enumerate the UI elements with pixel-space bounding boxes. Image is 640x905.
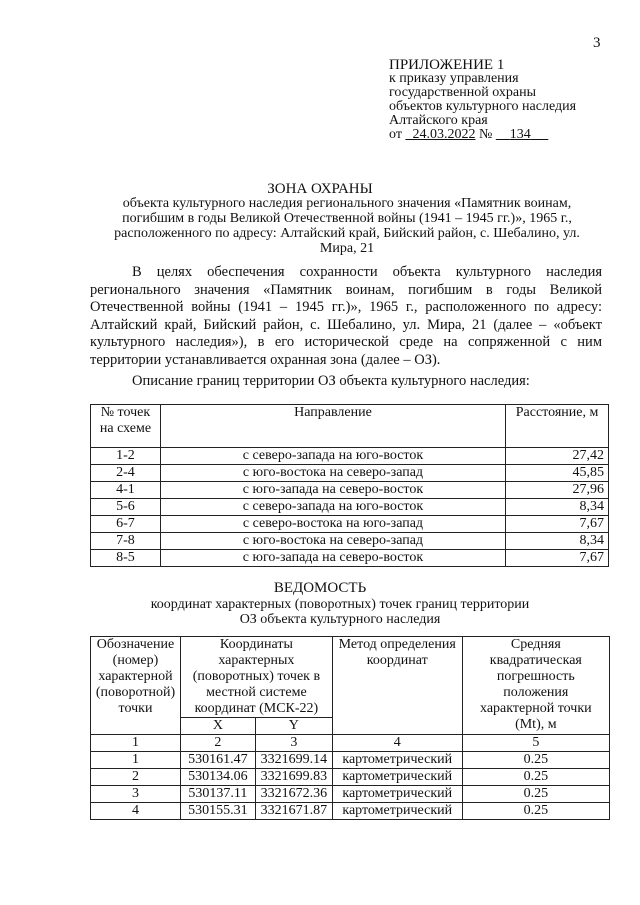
vedomost-title: ВЕДОМОСТЬ (273, 580, 367, 596)
order-number: 134 (509, 127, 531, 142)
appendix-line: государственной охраны (389, 85, 537, 100)
appendix-line: объектов культурного наследия (389, 99, 577, 114)
row-points: 1-2 (91, 448, 161, 465)
table-row (91, 533, 609, 550)
row-direction: с юго-востока на северо-запад (160, 465, 505, 482)
table-row (91, 482, 609, 499)
table-header-row (91, 637, 610, 718)
row-method: картометрический (332, 769, 462, 786)
appendix-line: Алтайского края (389, 113, 488, 128)
table-row (91, 550, 609, 567)
row-y: 3321671.87 (255, 803, 332, 820)
body-paragraph: В целях обеспечения сохранности объекта культурного наследия регионального значения «Памятник воинам, погибшим в годы Великой Отечественной войны (1941 – 1945 гг.)», 1965 г., расположенного по адресу: Алтайский край, Бийский район, с. Шебалино, ул. Мира, 21 (далее – «объект культурного наследия»), в его исторической среде на сопряженной с ним территории устанавливается охранная зона (далее – ОЗ). (90, 264, 602, 368)
coordinates-table (90, 636, 610, 820)
row-direction: с юго-востока на северо-запад (160, 533, 505, 550)
row-x: 530155.31 (180, 803, 255, 820)
row-method: картометрический (332, 786, 462, 803)
row-method: картометрический (332, 752, 462, 769)
row-error: 0.25 (462, 752, 609, 769)
row-distance: 7,67 (506, 516, 609, 533)
table-row (91, 499, 609, 516)
row-points: 8-5 (91, 550, 161, 567)
table-row (91, 786, 610, 803)
table-row (91, 752, 610, 769)
row-error: 0.25 (462, 803, 609, 820)
date-prefix: от (389, 127, 402, 142)
table-row (91, 448, 609, 465)
row-y: 3321699.14 (255, 752, 332, 769)
number-prefix: № (478, 127, 493, 142)
row-distance: 7,67 (506, 550, 609, 567)
table-row (91, 769, 610, 786)
row-distance: 27,42 (506, 448, 609, 465)
column-number: 3 (255, 735, 332, 752)
row-direction: с северо-запада на юго-восток (160, 448, 505, 465)
row-points: 7-8 (91, 533, 161, 550)
row-direction: с северо-востока на юго-запад (160, 516, 505, 533)
row-point-number: 2 (91, 769, 181, 786)
row-method: картометрический (332, 803, 462, 820)
row-point-number: 4 (91, 803, 181, 820)
row-points: 2-4 (91, 465, 161, 482)
appendix-date-line (389, 128, 576, 142)
row-distance: 45,85 (506, 465, 609, 482)
appendix-line: к приказу управления (389, 71, 519, 86)
appendix-block (389, 58, 576, 142)
row-error: 0.25 (462, 786, 609, 803)
row-y: 3321672.36 (255, 786, 332, 803)
row-points: 5-6 (91, 499, 161, 516)
header-points: № точек на схеме (91, 405, 161, 448)
row-point-number: 1 (91, 752, 181, 769)
row-point-number: 3 (91, 786, 181, 803)
header-method: Метод определения координат (332, 637, 462, 735)
column-number: 2 (180, 735, 255, 752)
header-distance: Расстояние, м (506, 405, 609, 448)
row-x: 530161.47 (180, 752, 255, 769)
row-y: 3321699.83 (255, 769, 332, 786)
page-number: 3 (593, 35, 601, 51)
boundary-table (90, 404, 609, 567)
document-subtitle: объекта культурного наследия регионального значения «Памятник воинам, погибшим в годы Великой Отечественной войны (1941 – 1945 гг.)», 1965 г., расположенного по адресу: Алтайский край, Бийский район, с. Шебалино, ул. Мира, 21 (114, 196, 580, 256)
header-point: Обозначение (номер) характерной (поворотной) точки (91, 637, 181, 735)
row-direction: с юго-запада на северо-восток (160, 550, 505, 567)
header-y: Y (255, 718, 332, 735)
row-distance: 8,34 (506, 533, 609, 550)
table-header-row (91, 405, 609, 448)
row-distance: 27,96 (506, 482, 609, 499)
table-row (91, 803, 610, 820)
row-points: 6-7 (91, 516, 161, 533)
row-x: 530137.11 (180, 786, 255, 803)
column-number: 5 (462, 735, 609, 752)
header-coords: Координаты характерных (поворотных) точек в местной системе координат (МСК-22) (180, 637, 332, 718)
row-points: 4-1 (91, 482, 161, 499)
order-date: 24.03.2022 (412, 127, 476, 142)
column-number: 4 (332, 735, 462, 752)
column-number-row (91, 735, 610, 752)
row-x: 530134.06 (180, 769, 255, 786)
header-x: X (180, 718, 255, 735)
header-error: Средняя квадратическая погрешность положения характерной точки (Mt), м (462, 637, 609, 735)
table-row (91, 516, 609, 533)
document-title: ЗОНА ОХРАНЫ (267, 181, 373, 197)
row-direction: с северо-запада на юго-восток (160, 499, 505, 516)
table-intro: Описание границ территории ОЗ объекта культурного наследия: (132, 373, 530, 389)
row-direction: с юго-запада на северо-восток (160, 482, 505, 499)
column-number: 1 (91, 735, 181, 752)
row-error: 0.25 (462, 769, 609, 786)
header-direction: Направление (160, 405, 505, 448)
vedomost-subtitle: координат характерных (поворотных) точек границ территории ОЗ объекта культурного наследия (150, 597, 530, 627)
row-distance: 8,34 (506, 499, 609, 516)
appendix-heading: ПРИЛОЖЕНИЕ 1 (389, 57, 505, 73)
table-row (91, 465, 609, 482)
